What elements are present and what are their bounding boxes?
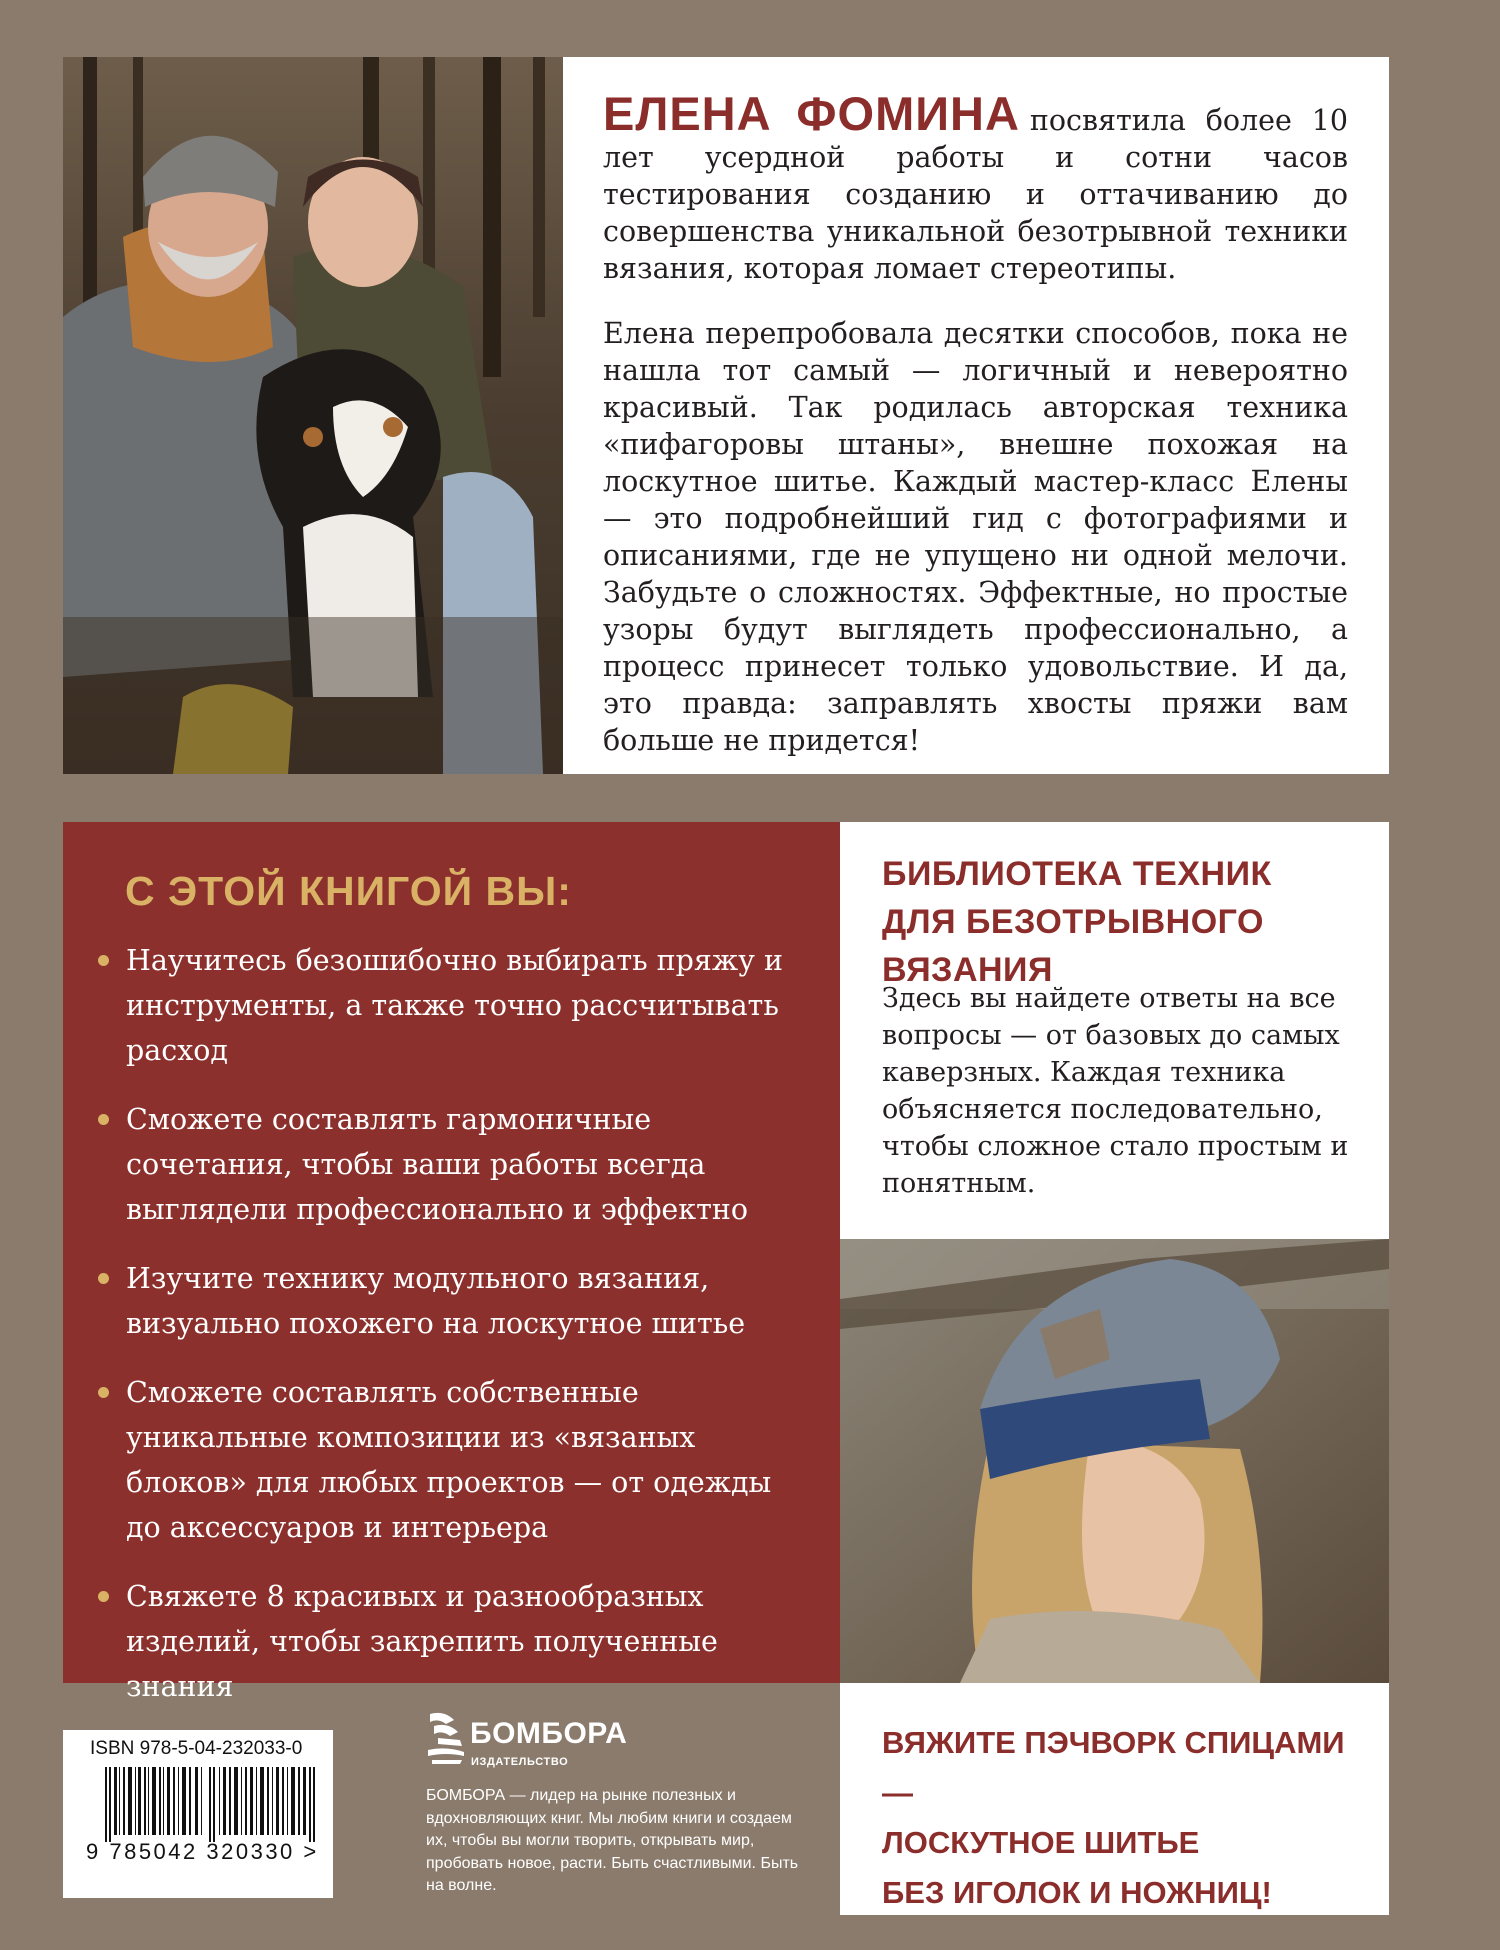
bullet-dot — [98, 1273, 109, 1284]
benefits-list — [98, 938, 798, 1733]
publisher-name: БОМБОРА — [470, 1717, 628, 1750]
benefit-item: Научитесь безошибочно выбирать пряжу и инструменты, а также точно рассчитывать расход — [98, 938, 798, 1073]
author-story: Елена перепробовала десятки способов, пока не нашла тот самый — логичный и невероятно красивый. Так родилась авторская техника «пифагоровы штаны», внешне похожая на лоскутное шитье. Каждый мастер-класс Елены — это подробнейший гид с фотографиями и описаниями, где не упущено ни одной мелочи. Забудьте о сложностях. Эффектные, но простые узоры будут выглядеть профессионально, а процесс принесет только удовольствие. И да, это правда: заправлять хвосты пряжи вам больше не придется! — [603, 317, 1348, 757]
bullet-dot — [98, 1114, 109, 1125]
author-photo — [63, 57, 563, 774]
benefit-item: Изучите технику модульного вязания, визуально похожего на лоскутное шитье — [98, 1256, 798, 1346]
publisher-subtitle: ИЗДАТЕЛЬСТВО — [471, 1756, 569, 1768]
barcode-digits: 9 785042 320330 > — [86, 1839, 319, 1864]
author-bio — [603, 87, 1348, 787]
bombora-logo-icon — [424, 1712, 468, 1770]
author-intro-paragraph — [603, 87, 1348, 287]
author-name: ЕЛЕНА ФОМИНА — [603, 87, 1020, 140]
author-intro: посвятила более 10 лет усердной работы и сотни часов тестирования созданию и оттачиванию до совершенства уникальной безотрывной техники вязания, которая ломает стереотипы. — [603, 104, 1348, 285]
bullet-dot — [98, 1591, 109, 1602]
slogan: ВЯЖИТЕ ПЭЧВОРК СПИЦАМИ — ЛОСКУТНОЕ ШИТЬЕ БЕЗ ИГОЛОК И НОЖНИЦ! — [882, 1725, 1345, 1910]
girl-hat-photo — [840, 1239, 1389, 1683]
bullet-dot — [98, 955, 109, 966]
benefit-item: Сможете составлять собственные уникальные композиции из «вязаных блоков» для любых проектов — от одежды до аксессуаров и интерьера — [98, 1370, 798, 1550]
barcode-bars — [105, 1767, 325, 1842]
isbn-text: ISBN 978-5-04-232033-0 — [90, 1738, 303, 1759]
benefits-title: С ЭТОЙ КНИГОЙ ВЫ: — [125, 868, 572, 914]
library-text: Здесь вы найдете ответы на все вопросы — от базовых до самых каверзных. Каждая техника объясняется последовательно, чтобы сложное стало простым и понятным. — [882, 983, 1349, 1199]
library-title: БИБЛИОТЕКА ТЕХНИК ДЛЯ БЕЗОТРЫВНОГО ВЯЗАНИЯ — [882, 855, 1272, 989]
publisher-description: БОМБОРА — лидер на рынке полезных и вдохновляющих книг. Мы любим книги и создаем их, чтобы вы могли творить, открывать мир, пробовать новое, расти. Быть счастливыми. Быть на волне. — [426, 1787, 799, 1894]
benefit-item: Сможете составлять гармоничные сочетания, чтобы ваши работы всегда выглядели профессионально и эффектно — [98, 1097, 798, 1232]
benefit-item: Свяжете 8 красивых и разнообразных изделий, чтобы закрепить полученные знания — [98, 1574, 798, 1709]
bullet-dot — [98, 1387, 109, 1398]
